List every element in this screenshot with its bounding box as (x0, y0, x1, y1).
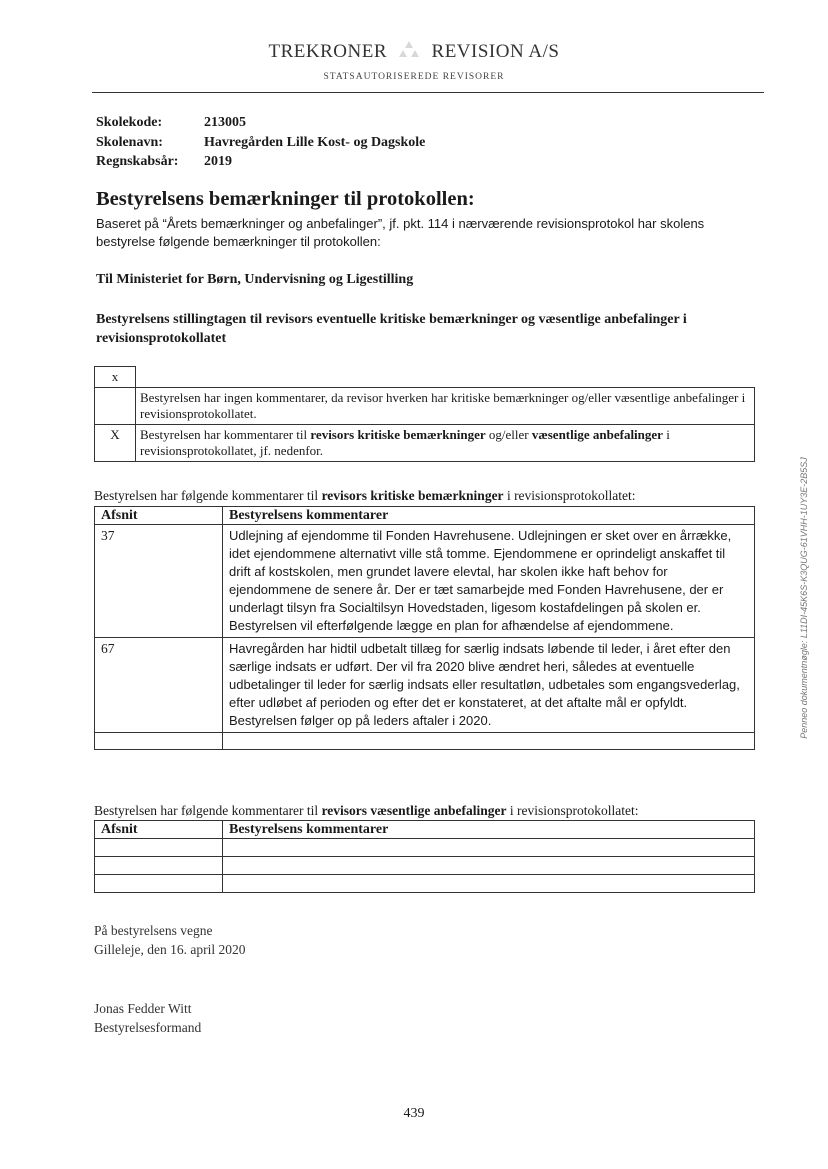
table-row-empty (95, 733, 755, 750)
row-section: 37 (95, 525, 223, 638)
signature-place-date: Gilleleje, den 16. april 2020 (94, 942, 246, 957)
signature-block (94, 921, 245, 959)
row-comment: Udlejning af ejendomme til Fonden Havrehusene. Udlejningen er sket over en årrække, idet ejendommene alternativt ville stå tomme. Ejendommene er oprindeligt anskaffet til drift af kostskolen, men grundet lavere elevtal, har skolen ikke haft behov for ejendommene de senere år. Der er tæt samarbejde med Fonden Havrehusene, der er underlagt tilsyn fra Socialtilsyn Hovedstaden, ligesom kostafdelingen på skolen er. Bestyrelsen vil efterfølgende lægge en plan for afhændelse af ejendommene. (223, 525, 755, 638)
company-name-left: TREKRONER (268, 41, 388, 62)
ministry-heading: Til Ministeriet for Børn, Undervisning og Ligestilling (96, 272, 414, 287)
school-code-label: Skolekode: (96, 115, 163, 130)
critical-remarks-lead: Bestyrelsen har følgende kommentarer til revisors kritiske bemærkninger i revisionsprotokollatet: (94, 488, 636, 503)
recommendations-lead: Bestyrelsen har følgende kommentarer til revisors væsentlige anbefalinger i revisionsprotokollatet: (94, 803, 639, 818)
critical-remarks-table (94, 506, 755, 750)
company-tagline: STATSAUTORISEREDE REVISORER (323, 72, 505, 82)
school-name-label: Skolenavn: (96, 134, 163, 150)
penneo-document-key: Penneo dokumentnøgle: L11DI-45K6S-K3QUG-61VHH-1UY3E-2B5SJ (799, 457, 809, 739)
company-name (0, 40, 828, 63)
table-row-empty (95, 875, 755, 893)
company-name-right: REVISION A/S (431, 41, 560, 62)
critical-table-header (95, 507, 755, 525)
stance-text-no-comments: Bestyrelsen har ingen kommentarer, da revisor hverken har kritiske bemærkninger og/eller væsentlige anbefalinger i revisionsprotokollatet. (136, 388, 755, 425)
stance-checkbox-has-comments: X (95, 425, 136, 462)
page-number: 439 (403, 1106, 425, 1121)
board-stance-table (94, 366, 755, 462)
col-section-header: Afsnit (95, 821, 223, 839)
signer-title: Bestyrelsesformand (94, 1020, 202, 1035)
signer-name: Jonas Fedder Witt (94, 1001, 192, 1016)
page-title: Bestyrelsens bemærkninger til protokollen: (96, 188, 475, 210)
col-section-header: Afsnit (95, 507, 223, 525)
stance-option-no-comments (95, 388, 755, 425)
stance-header-mark: x (95, 367, 136, 388)
table-row (95, 638, 755, 733)
crown-logo-icon (398, 40, 420, 60)
header-divider (92, 92, 764, 93)
stance-heading: Bestyrelsens stillingtagen til revisors eventuelle kritiske bemærkninger og væsentlige anbefalinger i revisionsprotokollatet (96, 312, 687, 346)
stance-option-has-comments (95, 425, 755, 462)
fiscal-year-label: Regnskabsår: (96, 154, 179, 169)
signer-block (94, 999, 201, 1037)
school-info (96, 113, 425, 172)
school-code: 213005 (204, 115, 246, 130)
intro-paragraph: Baseret på “Årets bemærkninger og anbefalinger”, jf. pkt. 114 i nærværende revisionsprotokol har skolens bestyrelse følgende bemærkninger til protokollen: (96, 216, 705, 249)
row-section: 67 (95, 638, 223, 733)
recommendations-table (94, 820, 755, 893)
row-comment: Havregården har hidtil udbetalt tillæg for særlig indsats løbende til leder, i året efter den særlige indsats er udført. Der vil fra 2020 blive ændret heri, således at eventuelle udbetalinger til leder for særlig indsats eller resultatløn, udbetales som engangsvederlag, efter udløbet af perioden og efter det er konstateret, at det aftalte mål er opfyldt. Bestyrelsen følger op på leders aftaler i 2020. (223, 638, 755, 733)
table-row-empty (95, 857, 755, 875)
stance-checkbox-no-comments (95, 388, 136, 425)
table-row-empty (95, 839, 755, 857)
signature-on-behalf: På bestyrelsens vegne (94, 923, 213, 938)
stance-header-row (95, 367, 755, 388)
school-name: Havregården Lille Kost- og Dagskole (204, 134, 426, 150)
fiscal-year: 2019 (204, 154, 232, 169)
col-comment-header: Bestyrelsens kommentarer (223, 821, 755, 839)
stance-text-has-comments: Bestyrelsen har kommentarer til revisors kritiske bemærkninger og/eller væsentlige anbefalinger i revisionsprotokollatet, jf. nedenfor. (136, 425, 755, 462)
col-comment-header: Bestyrelsens kommentarer (223, 507, 755, 525)
table-row (95, 525, 755, 638)
recommendations-table-header (95, 821, 755, 839)
